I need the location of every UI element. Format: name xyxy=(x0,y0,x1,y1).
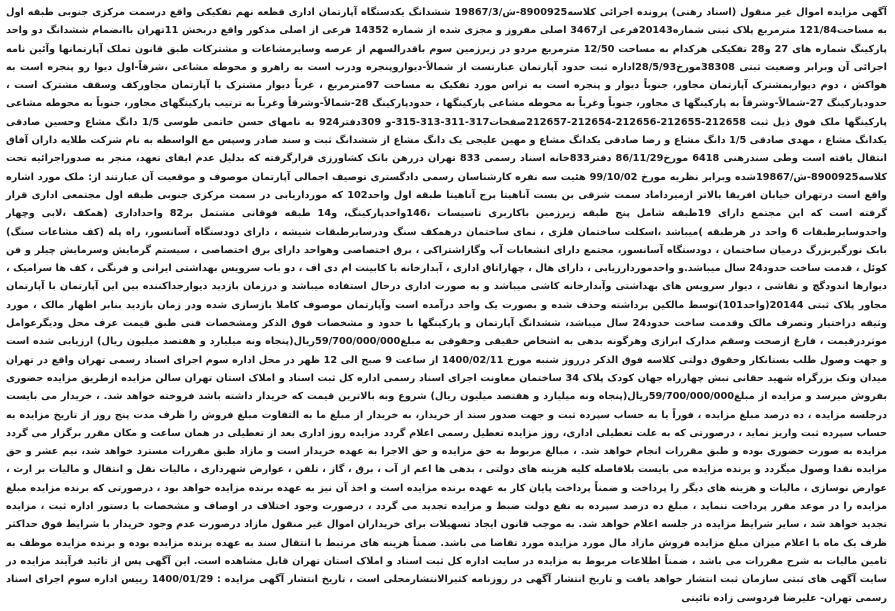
notice-body xyxy=(6,4,887,608)
notice-text: آگهی مزایده اموال غیر منقول (اسناد رهنی) پرونده اجرائی کلاسه8900925-ش/19867/3 ششدانگ یکدستگاه آپارتمان اداری قطعه نهم تفکیکی واقع درسمت مرکزی جنوبی طبقه اول به مساحت121/84 مترمربع پلاک ثبتی شماره20143فرعی از3467 اصلی مفروز و مجزی شده از شماره 14352 فرعی از اصلی مذکور واقع دربخش 11تهران باانضمام ششدانگ دو واحد پارکینگ شماره های 27 و28 تفکیکی هرکدام به مساحت 12/50 مترمربع مردو در زیرزمین سوم باقدرالسهم از عرصه وسایرمشاعات و مشترکات طبق قانون تملک آپارتمانها وآئین نامه اجرائی آن وبرابر وضعیت ثبتی 38308مورخ28/5/93اداره ثبت حدود آپارتمان عبارتست از شمالاً-دیواروپنجره ودرب است به راهرو و محوطه مشاعی ،شرقاً-اول دیوا رو پنجره است به هواکش ، دوم دیواربمشترک آپارتمان مجاور، جنوباً دیوار و پنجره است به تراس مورد تفکیک به مساحت 97مترمربع ، غرباً دیوار مشترک با آپارتمان مجاورکف وسقف مشترک است ، حدودپارکینگ 27-شمالاً-وشرقاً به پارکینگها ی مجاور، جنوباً وغرباً به محوطه مشاعی پارکینگها ، حدودپارکینگ 28-شمالاً-وشرقاً وغرباً به ترتیب پارکینگهای مجاور، جنوباً به محوطه مشاعی پارکینگها ملک فوق ذیل ثبت 212658-212655-212656-212654-212657صفحات317-311-313-315-و 309دفتر924 به نامهای حسن خاتمی طوسی 1/5 دانگ مشاع وحسین صادقی یکدانگ مشاع ، مهدی صادقی 1/5 دانگ مشاع و رضا صادقی یکدانگ مشاع و مهین علیجی یک دانگ مشاع از ششدانگ ثبت و سند صادر وسپس مع الواسطه به نام شرکت طلایه داران آفاق انتقال یافته است وطی سندرهنی 6418 مورخ86/11/29 دفتر833خانه اسناد رسمی 833 تهران دررهن بانک کشاورزی قرارگرفته که بدلیل عدم ایفای تعهد، منجر به صدوراجرائیه تحت کلاسه8900925-ش/19867شده وبرابر نظریه مورخ 99/10/02 هئیت سه نفره کارشناسان رسمی دادگستری توصیف اجمالی آپارتمان موصوف و موقعیت آن عبارتند از: ملک مورد اشاره واقع است درتهران خیابان افریقا بالاتر ازمیرداماد سمت شرقی بن بست آناهیتا برج آناهیتا طبقه اول واحد102 که مورداریابی در سمت مرکزی جنوبی طبقه اول مجتمعی اداری قرار گرفته است که این مجتمع دارای 19طبقه شامل پنج طبقه زیرزمین باکاربری تاسیسات ،146واحدپارکینگ، و14 طبقه فوقانی مشتمل بر82 واحداداری (همکف ،لابی وچهار واحدوسایرطبقات 6 واحد در هرطبقه )میباشد ،اسکلت ساختمان فلزی ، نمای ساختمان درهمکف سنگ ودرسایرطبقات شیشه ، دارای دودستگاه آسانسور، راه پله (کف مشاعات سنگ) بابک نورگیربزرگ درمیان ساختمان ، دودستگاه آسانسور، مجتمع دارای انشعابات آب وگازاشتراکی ، برق اختصاصی وهواحد دارای برق اختصاصی ، سیستم گرمایش وسرمایش چیلر و فن کوئل ، قدمت ساخت حدود24 سال میباشد.و واحدموردارزیابی ، دارای هال ، چهاراتاق اداری ، آبدارخانه با کابینت ام دی اف ، دو باب سرویس بهداشتی ایرانی و فرنگی ، کف ها سرامیک ، دیوارها اندودگچ و نقاشی ، دیوار سرویس های بهداشتی وآبدارخانه کاشی میباشد و به صورت اداری درحال استفاده میباشد و درزمان بازدید دیوارجداکننده بین این آپارتمان با آپارتمان مجاور پلاک ثبتی 20144(واحد101)توسط مالکین برداشته وحذف شده و بصورت یک واحد درآمده است وآپارتمان موصوف کاملا بازسازی شده ودر زمان بازدید بنابر اظهار مالک ، مورد وثیقه دراختیار وتصرف مالک وقدمت ساخت حدود24 سال میباشد، ششدانگ آپارتمان و پارکینگها با حدود و مشخصات فوق الذکر ومشخصات فنی طبق قیمت عرف محل ودیگرعوامل موثردرقیمت ، فارغ ازصحت وسقم مدارک ابرازی وهرگونه بدهی به اشخاص حقیقی وحقوقی به مبلغ59/700/000/000ریال(پنجاه ونه میلیارد و هفتصد میلیون ریال) ارزیابی شده است و جهت وصول طلب بستانکار وحقوق دولتی کلاسه فوق الذکر درروز شنبه مورخ 1400/02/11 از ساعت 9 صبح الی 12 ظهر در محل اداره سوم اجرای اسناد رسمی تهران واقع در تهران میدان ونک بزرگراه شهید حقانی نبش چهارراه جهان کودک پلاک 34 ساختمان معاونت اجرای اسناد رسمی اداره کل ثبت اسناد و املاک استان تهران سالن مزایده ازطریق مزایده حضوری بفروش میرسد و مزایده از مبلغ59/700/000/000ریال(پنجاه ونه میلیارد و هفتصد میلیون ریال) شروع وبه بالاترین قیمت که خریدار داشته باشد فروخته خواهد شد. ، خریدار می بایست درجلسه مزایده ، ده درصد مبلغ مزایده ، فوراً یا به حساب سپرده ثبت و جهت صدور سند از خریدار، به خریدار از مبلغ ما به التفاوت مبلغ فروش را ظرف مدت پنج روز از تاریخ مزایده به حساب سپرده ثبت واریز نماید ، درصورتی که به علت تعطیلی اداری، روز مزایده تعطیل رسمی اعلام گردد مزایده روز اداری بعد از تعطیلی در همان ساعت و مکان مقرر برگزار می گردد مزایده به صورت حضوری بوده و طبق مقررات انجام خواهد شد. ، مبالغ مربوط به حق مزایده و حق الاجرا به عهده خریدار است و مازاد طبق مقررات مسترد خواهد شد، نیم عشر و حق مزایده نقدا وصول میگردد و برنده مزایده می بایست بلافاصله کلیه هزینه های دولتی ، بدهی ها اعم از آب ، برق ، گاز ، تلفن ، عوارض شهرداری ، مالیات نقل و انتقال و مالیات بر ارث ، عوارض نوسازی ، مالیات و هزینه های دیگر را پرداخت و ضمناً پرداخت پایان کار به عهده برنده مزایده است و اخذ آن نیز به عهده برنده مزایده خواهد بود ، درصورتی که برنده مزایده مبلغ مزایده را در موعد مقرر پرداخت ننماید ، مبلغ ده درصد سپرده به نفع دولت ضبط و مزایده تجدید می گردد ، درصورت وجود اختلاف در اوصاف و مشخصات با دستور اداره ثبت ، مزایده تجدید خواهد شد ، سایر شرایط مزایده در جلسه اعلام خواهد شد. به موجب قانون ایجاد تسهیلات برای خریداران اموال غیر منقول مازاد درصورت عدم وجود خریدار با شرایط فوق حداکثر ظرف یک ماه با اعلام میزان مبلغ مزایده فروش مازاد مال مورد مزایده مورد تقاضا می باشد. ضمناً هزینه های مرتبط با انتقال سند به عهده برنده مزایده بوده و برنده مزایده موظف به تامین مالیات به شرح مقررات می باشد ، ضمناً اطلاعات مربوط به مزایده در سایت اداره کل ثبت اسناد و املاک استان تهران قابل مشاهده است. این آگهی پس از تائید فرآیند مزایده در سایت آگهی های ثبتی سازمان ثبت انتشار خواهد یافت و تاریخ انتشار آگهی در روزنامه کثیرالانتشارمحلی است ، تاریخ انتشار آگهی مزایده : xyxy=(6,7,888,586)
publication-date: 1400/01/29 xyxy=(151,574,214,586)
signer: رییس اداره سوم اجرای اسناد رسمی تهران- علیرضا فردوسی زاده نائینی xyxy=(6,574,887,604)
